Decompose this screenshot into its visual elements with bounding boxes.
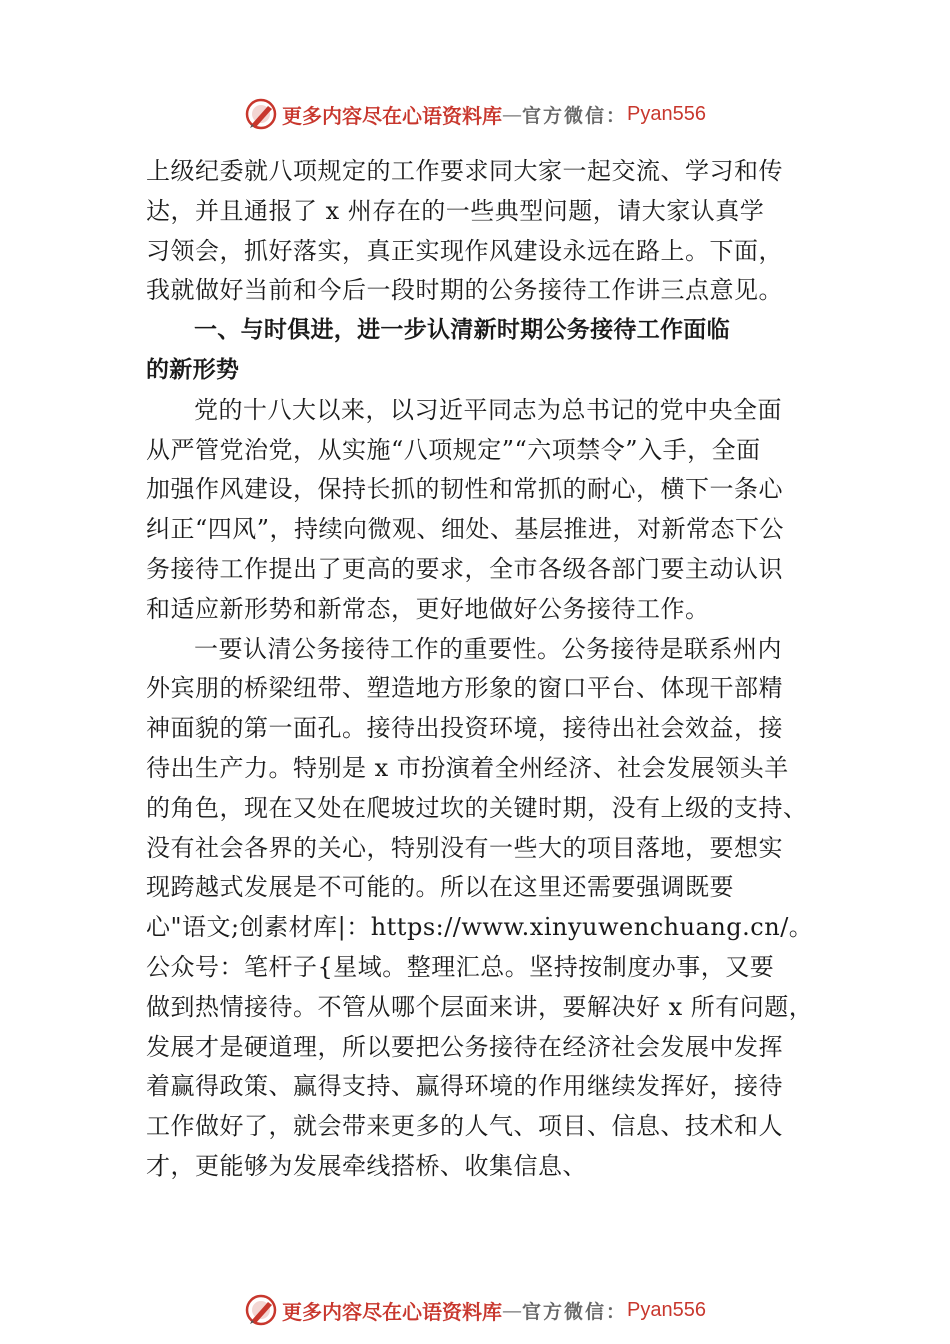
text-line: 发展才是硬道理，所以要把公务接待在经济社会发展中发挥: [146, 1032, 783, 1061]
text-line: 才，更能够为发展牵线搭桥、收集信息、: [146, 1151, 587, 1180]
text-line: 的角色，现在又处在爬坡过坎的关键时期，没有上级的支持、: [146, 793, 808, 822]
text-line: 公众号：笔杆子{星域。整理汇总。坚持按制度办事，又要: [146, 952, 775, 981]
header-banner: [0, 94, 950, 134]
text-line: 心"语文;创素材库|：https://www.xinyuwenchuang.cn/。: [146, 913, 814, 942]
text-line: 习领会，抓好落实，真正实现作风建设永远在路上。下面，: [146, 236, 783, 265]
pen-logo-icon: [244, 97, 278, 131]
text-line: 工作做好了，就会带来更多的人气、项目、信息、技术和人: [146, 1112, 783, 1141]
text-line: 务接待工作提出了更高的要求，全市各级各部门要主动认识: [146, 554, 783, 583]
footer-banner: [0, 1290, 950, 1330]
text-line: 待出生产力。特别是 x 市扮演着全州经济、社会发展领头羊: [146, 753, 789, 782]
text-line: 党的十八大以来，以习近平同志为总书记的党中央全面: [194, 395, 782, 424]
wechat-id: Pyan556: [627, 1298, 706, 1321]
text-line: 我就做好当前和今后一段时期的公务接待工作讲三点意见。: [146, 276, 783, 305]
official-wechat-label: 官方微信：: [522, 1300, 628, 1323]
wechat-id: Pyan556: [627, 102, 706, 125]
text-line: 上级纪委就八项规定的工作要求同大家一起交流、学习和传: [146, 157, 783, 185]
section-heading: 一、与时俱进，进一步认清新时期公务接待工作面临: [194, 317, 730, 344]
official-wechat-label: 官方微信：: [522, 104, 628, 127]
text-line: 纠正“四风”，持续向微观、细处、基层推进，对新常态下公: [146, 515, 785, 544]
library-text: 更多内容尽在心语资料库: [282, 1299, 502, 1324]
text-line: 没有社会各界的关心，特别没有一些大的项目落地，要想实: [146, 833, 783, 862]
text-line: 现跨越式发展是不可能的。所以在这里还需要强调既要: [146, 873, 734, 902]
separator: —: [502, 1298, 522, 1322]
text-line: 和适应新形势和新常态，更好地做好公务接待工作。: [146, 594, 710, 623]
section-heading-continued: 的新形势: [146, 356, 240, 383]
text-line: 着赢得政策、赢得支持、赢得环境的作用继续发挥好，接待: [146, 1072, 783, 1101]
text-line: 从严管党治党，从实施“八项规定”“六项禁令”入手，全面: [146, 435, 761, 464]
text-line: 外宾朋的桥梁纽带、塑造地方形象的窗口平台、体现干部精: [146, 674, 783, 703]
text-line: 达，并且通报了 x 州存在的一些典型问题，请大家认真学: [146, 196, 765, 225]
library-text: 更多内容尽在心语资料库: [282, 103, 502, 128]
text-line: 加强作风建设，保持长抓的韧性和常抓的耐心，横下一条心: [146, 475, 783, 504]
text-line: 做到热情接待。不管从哪个层面来讲，要解决好 x 所有问题，: [146, 992, 814, 1021]
text-line: 一要认清公务接待工作的重要性。公务接待是联系州内: [194, 634, 782, 663]
pen-logo-icon: [244, 1293, 278, 1327]
document-body: [146, 152, 816, 1187]
text-line: 神面貌的第一面孔。接待出投资环境，接待出社会效益，接: [146, 714, 783, 743]
separator: —: [502, 102, 522, 126]
